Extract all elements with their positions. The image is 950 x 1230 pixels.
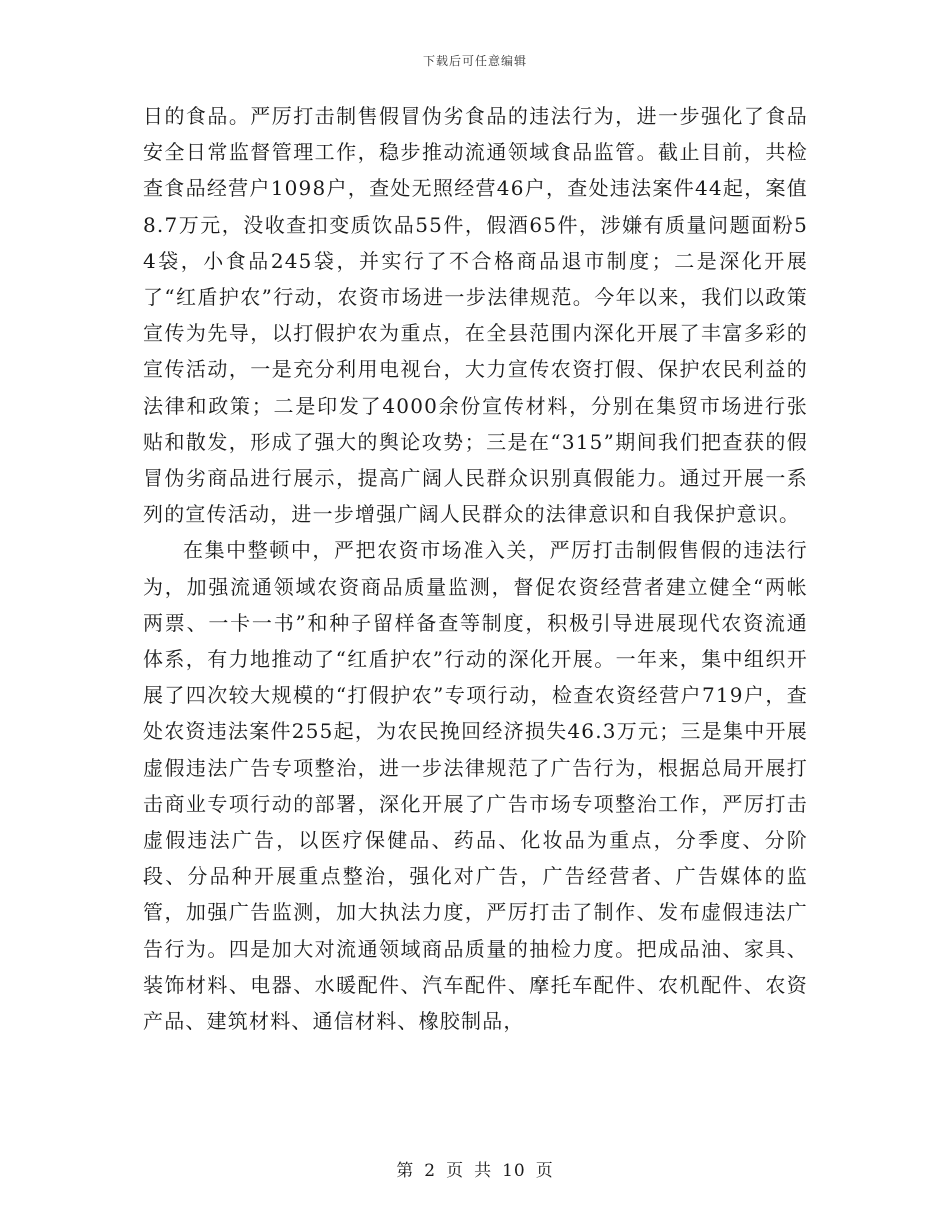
page-label-mid: 页 <box>446 1161 465 1181</box>
body-paragraph-2: 在集中整顿中，严把农资市场准入关，严厉打击制假售假的违法行为，加强流通领域农资商品质量监测，督促农资经营者建立健全“两帐两票、一卡一书”和种子留样备查等制度，积极引导进展现代农资流通体系，有力地推动了“红盾护农”行动的深化开展。一年来，集中组织开展了四次较大规模的“打假护农”专项行动，检查农资经营户719户，查处农资违法案件255起，为农民挽回经济损失46.3万元；三是集中开展虚假违法广告专项整治，进一步法律规范了广告行为，根据总局开展打击商业专项行动的部署，深化开展了广告市场专项整治工作，严厉打击虚假违法广告，以医疗保健品、药品、化妆品为重点，分季度、分阶段、分品种开展重点整治，强化对广告，广告经营者、广告媒体的监管，加强广告监测，加大执法力度，严厉打击了制作、发布虚假违法广告行为。四是加大对流通领域商品质量的抽检力度。把成品油、家具、装饰材料、电器、水暖配件、汽车配件、摩托车配件、农机配件、农资产品、建筑材料、通信材料、橡胶制品， <box>143 538 808 1034</box>
body-content <box>143 98 808 1039</box>
page-label-suffix: 页 <box>535 1161 554 1181</box>
page-header: 下载后可任意编辑 <box>422 54 527 68</box>
total-pages-number: 10 <box>502 1161 526 1181</box>
page-footer <box>0 1156 950 1181</box>
page-label-prefix: 第 <box>396 1161 415 1181</box>
total-label: 共 <box>474 1161 493 1181</box>
current-page-number: 2 <box>424 1161 437 1181</box>
body-paragraph-1: 日的食品。严厉打击制售假冒伪劣食品的违法行为，进一步强化了食品安全日常监督管理工作，稳步推动流通领域食品监管。截止目前，共检查食品经营户1098户，查处无照经营46户，查处违法案件44起，案值8.7万元，没收查扣变质饮品55件，假酒65件，涉嫌有质量问题面粉54袋，小食品245袋，并实行了不合格商品退市制度；二是深化开展了“红盾护农”行动，农资市场进一步法律规范。今年以来，我们以政策宣传为先导，以打假护农为重点，在全县范围内深化开展了丰富多彩的宣传活动，一是充分利用电视台，大力宣传农资打假、保护农民利益的法律和政策；二是印发了4000余份宣传材料，分别在集贸市场进行张贴和散发，形成了强大的舆论攻势；三是在“315”期间我们把查获的假冒伪劣商品进行展示，提高广阔人民群众识别真假能力。通过开展一系列的宣传活动，进一步增强广阔人民群众的法律意识和自我保护意识。 <box>143 104 808 527</box>
